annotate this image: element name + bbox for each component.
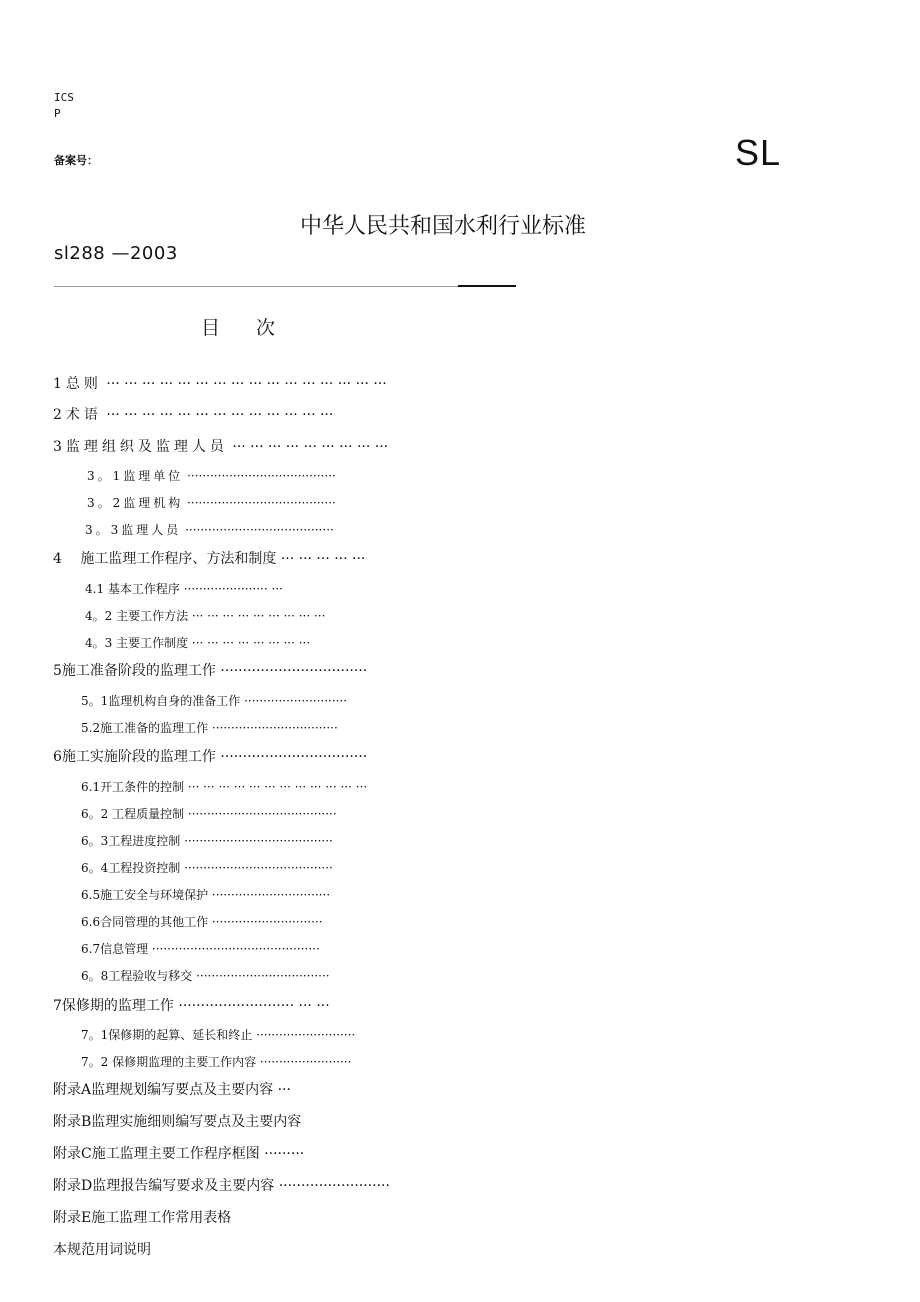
toc-item xyxy=(53,1175,390,1195)
toc-item xyxy=(81,805,337,822)
toc-item-label: 4。2 主要工作方法 xyxy=(85,609,189,623)
toc-item xyxy=(81,886,330,903)
toc-item xyxy=(81,832,333,849)
toc-item-label: 6施工实施阶段的监理工作 xyxy=(53,749,216,765)
toc-item-label: 5.2施工准备的监理工作 xyxy=(81,721,209,735)
toc-item-leader: ········· xyxy=(264,1146,305,1162)
toc-item-label: 6。4工程投资控制 xyxy=(81,861,181,875)
toc-item xyxy=(53,436,388,456)
toc-item-leader: ············································ xyxy=(151,942,320,956)
toc-item xyxy=(81,1053,351,1070)
toc-item-label: 6.1开工条件的控制 xyxy=(81,780,185,794)
toc-item xyxy=(53,1207,231,1227)
toc-item-label: 3。3监理人员 xyxy=(85,523,182,537)
standard-code: sl288 —2003 xyxy=(54,243,178,264)
toc-item-leader: ······································· xyxy=(187,807,337,821)
toc-item-label: 5。1监理机构自身的准备工作 xyxy=(81,694,241,708)
title-divider-thin xyxy=(54,286,458,287)
toc-item xyxy=(53,995,330,1015)
toc-item xyxy=(53,1111,301,1131)
title-divider-thick xyxy=(458,285,516,287)
toc-item xyxy=(85,634,310,651)
toc-item-label: 6.5施工安全与环境保护 xyxy=(81,888,209,902)
record-number-label: 备案号： xyxy=(54,154,98,167)
toc-item-leader: ························ xyxy=(259,1055,352,1069)
toc-item-label: 附录A监理规划编写要点及主要内容 xyxy=(53,1082,274,1098)
toc-item xyxy=(81,778,367,795)
ics-label: ICS xyxy=(54,91,74,104)
toc-item xyxy=(85,580,283,597)
toc-item-label: 3监理组织及监理人员 xyxy=(53,439,228,455)
toc-item-label: 6。8工程验收与移交 xyxy=(81,969,193,983)
toc-item-leader: ··· ··· ··· ··· ··· ··· ··· ··· ··· ··· ··· ··· xyxy=(187,780,368,794)
toc-item-leader: ··· ··· ··· ··· ··· ··· ··· ··· ··· ··· ··· ··· ··· xyxy=(106,407,334,423)
toc-item-leader: ························· xyxy=(278,1178,390,1194)
toc-item-label: 4。3 主要工作制度 xyxy=(85,636,189,650)
toc-item xyxy=(81,1026,355,1043)
toc-item xyxy=(81,967,330,984)
toc-item xyxy=(53,548,365,568)
toc-item xyxy=(81,859,333,876)
toc-item xyxy=(53,404,333,424)
toc-item-leader: ································· xyxy=(220,749,368,765)
toc-item-label: 7。2 保修期监理的主要工作内容 xyxy=(81,1055,257,1069)
toc-item-leader: ································· xyxy=(220,663,368,679)
toc-item-label: 附录D监理报告编写要求及主要内容 xyxy=(53,1178,275,1194)
toc-item xyxy=(81,719,338,736)
toc-item-leader: ··························· xyxy=(244,694,348,708)
toc-item xyxy=(85,607,325,624)
toc-item-label: 1总则 xyxy=(53,376,102,392)
toc-item xyxy=(81,913,323,930)
toc-item-label: 3。2监理机构 xyxy=(87,496,184,510)
toc-item xyxy=(53,373,387,393)
toc-item xyxy=(53,660,367,680)
document-title: 中华人民共和国水利行业标准 xyxy=(300,214,587,239)
toc-item-leader: ··· ··· ··· ··· ··· ··· ··· ··· xyxy=(191,636,311,650)
toc-heading-right: 次 xyxy=(256,317,276,339)
toc-item-label: 本规范用词说明 xyxy=(53,1242,151,1258)
toc-item-leader: ····························· xyxy=(211,915,323,929)
toc-item-label: 2术语 xyxy=(53,407,102,423)
toc-item-leader: ······························· xyxy=(211,888,331,902)
toc-item-leader: ··· ··· ··· ··· ··· ··· ··· ··· ··· ··· ··· ··· ··· ··· ··· ··· xyxy=(106,376,387,392)
toc-item xyxy=(53,1239,151,1259)
toc-item xyxy=(87,467,336,484)
toc-item-leader: ······································· xyxy=(184,834,333,848)
toc-item-leader: ·························· ··· ··· xyxy=(178,998,330,1014)
toc-item-leader: ······································· xyxy=(184,861,333,875)
toc-item-label: 6。3工程进度控制 xyxy=(81,834,181,848)
toc-item-leader: ······································· xyxy=(187,496,336,510)
toc-item-leader: ······················ ··· xyxy=(183,582,283,596)
toc-item-label: 3。1监理单位 xyxy=(87,469,184,483)
toc-item-leader: ······································· xyxy=(185,523,334,537)
toc-item-label: 6。2 工程质量控制 xyxy=(81,807,185,821)
toc-item xyxy=(81,940,320,957)
toc-heading xyxy=(201,313,275,340)
toc-item xyxy=(81,692,347,709)
toc-item-label: 附录C施工监理主要工作程序框图 xyxy=(53,1146,260,1162)
toc-item xyxy=(53,746,367,766)
toc-item-label: 7保修期的监理工作 xyxy=(53,998,174,1014)
toc-item-leader: ··· ··· ··· ··· ··· xyxy=(280,551,366,567)
toc-item-label: 4.1 基本工作程序 xyxy=(85,582,180,596)
toc-heading-left: 目 xyxy=(201,317,221,339)
toc-item-leader: ·························· xyxy=(256,1028,356,1042)
toc-item-label: 5施工准备阶段的监理工作 xyxy=(53,663,216,679)
toc-item xyxy=(53,1079,291,1099)
toc-item-leader: ································· xyxy=(211,721,338,735)
p-label: P xyxy=(54,107,61,120)
toc-item xyxy=(85,521,334,538)
toc-item-label: 附录B监理实施细则编写要点及主要内容 xyxy=(53,1114,302,1130)
toc-item xyxy=(53,1143,304,1163)
toc-item-leader: ··· ··· ··· ··· ··· ··· ··· ··· ··· xyxy=(232,439,389,455)
standard-mark: SL xyxy=(735,132,782,173)
ics-classification xyxy=(54,90,74,122)
toc-item-leader: ··· ··· ··· ··· ··· ··· ··· ··· ··· xyxy=(191,609,326,623)
toc-item-label: 6.7信息管理 xyxy=(81,942,149,956)
toc-item-leader: ··· xyxy=(277,1082,291,1098)
toc-item-label: 4 施工监理工作程序、方法和制度 xyxy=(53,551,277,567)
toc-item xyxy=(87,494,336,511)
toc-item-leader: ··································· xyxy=(196,969,330,983)
toc-item-leader: ······································· xyxy=(187,469,336,483)
toc-item-label: 6.6合同管理的其他工作 xyxy=(81,915,209,929)
toc-item-label: 7。1保修期的起算、延长和终止 xyxy=(81,1028,253,1042)
toc-item-label: 附录E施工监理工作常用表格 xyxy=(53,1210,232,1226)
